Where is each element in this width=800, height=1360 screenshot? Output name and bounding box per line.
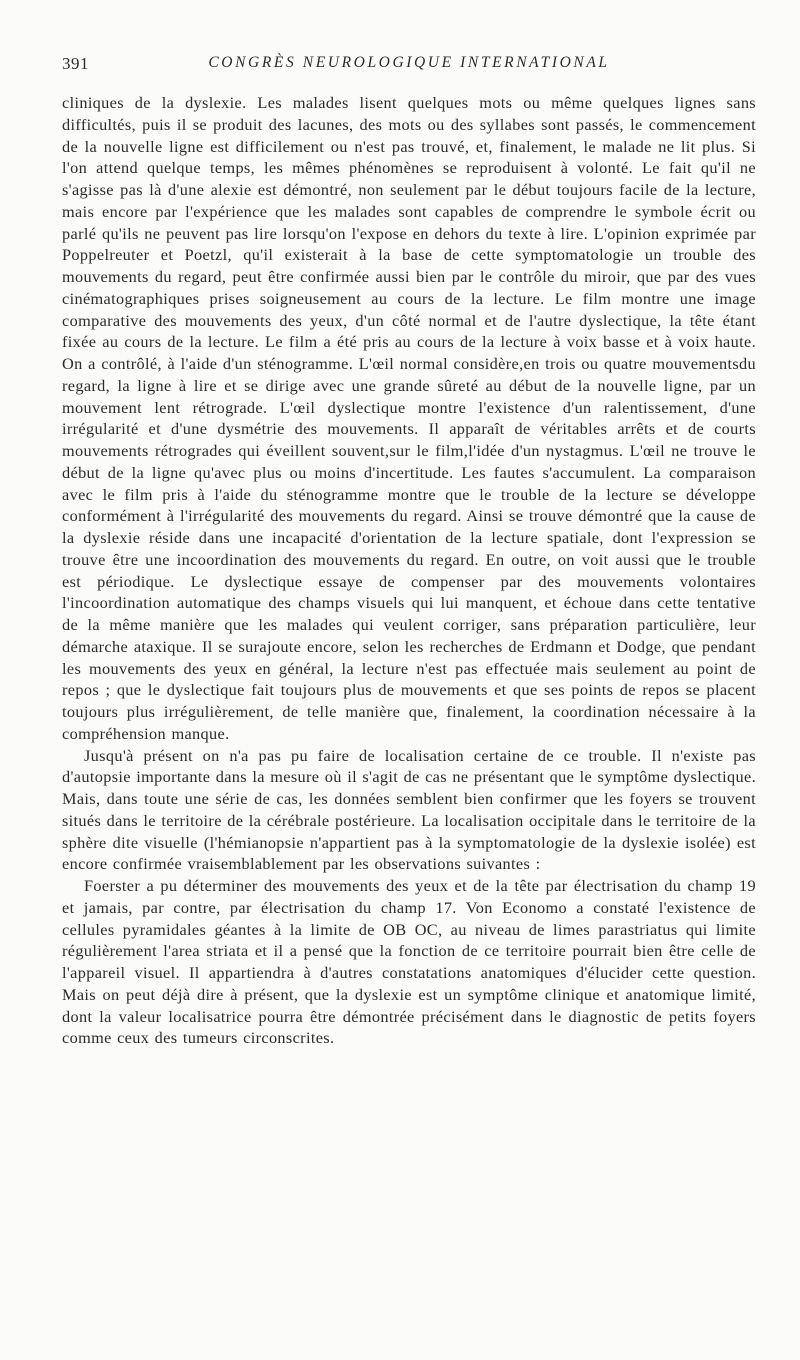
running-title: CONGRÈS NEUROLOGIQUE INTERNATIONAL [208, 54, 610, 71]
paragraph-continued: cliniques de la dyslexie. Les malades lisent quelques mots ou même quelques lignes sans difficultés, puis il se produit des lacunes, des mots ou des syllabes sont passés, le commencement de la nouvelle ligne est difficilement ou n'est pas trouvé, et, finalement, le malade ne lit plus. Si l'on attend quelque temps, les mêmes phénomènes se reproduisent à volonté. Le fait qu'il ne s'agisse pas là d'une alexie est démontré, non seulement par le début toujours facile de la lecture, mais encore par l'expérience que les malades sont capables de comprendre le symbole écrit ou parlé qu'ils ne peuvent pas lire lorsqu'on l'expose en dehors du texte à lire. L'opinion exprimée par Poppelreuter et Poetzl, qu'il existerait à la base de cette symptomatologie un trouble des mouvements du regard, peut être confirmée aussi bien par le contrôle du miroir, que par des vues cinématographiques prises soigneusement au cours de la lecture. Le film montre une image comparative des mouvements des yeux, d'un côté normal et de l'autre dyslectique, la tête étant fixée au cours de la lecture. Le film a été pris au cours de la lecture à voix basse et à voix haute. On a contrôlé, à l'aide d'un sténogramme. L'œil normal considère,en trois ou quatre mouvementsdu regard, la ligne à lire et se dirige avec une grande sûreté au début de la nouvelle ligne, par un mouvement lent rétrograde. L'œil dyslectique montre l'existence d'un ralentissement, d'une irrégularité et d'une dysmétrie des mouvements. Il apparaît de véritables arrêts et de courts mouvements rétrogrades qui éveillent souvent,sur le film,l'idée d'un nystagmus. L'œil ne trouve le début de la ligne qu'avec plus ou moins d'incertitude. Les fautes s'accumulent. La comparaison avec le film pris à l'aide du sténogramme montre que le trouble de la lecture se développe conformément à l'irrégularité des mouvements du regard. Ainsi se trouve démontré que la cause de la dyslexie réside dans une incapacité d'orientation de la lecture spatiale, dont l'expression se trouve être une incoordination des mouvements du regard. En outre, on voit aussi que le trouble est périodique. Le dyslectique essaye de compenser par des mouvements volontaires l'incoordination automatique des champs visuels qui lui manquent, et échoue dans cette tentative de la même manière que les malades qui veulent corriger, sans préparation particulière, leur démarche ataxique. Il se surajoute encore, selon les recherches de Erdmann et Dodge, que pendant les mouvements des yeux en général, la lecture n'est pas effectuée mais seulement au point de repos ; que le dyslectique fait toujours plus de mouvements et que ses points de repos se placent toujours plus irrégulièrement, de telle manière que, finalement, la coordination nécessaire à la compréhension manque. [62, 93, 756, 743]
paragraph-foerster: Foerster a pu déterminer des mouvements des yeux et de la tête par électrisation du champ 19 et jamais, par contre, par électrisation du champ 17. Von Economo a constaté l'existence de cellules pyramidales géantes à la limite de OB OC, au niveau de limes parastriatus qui limite régulièrement l'area striata et il a pensé que la fonction de ce territoire pourrait bien être celle de l'appareil visuel. Il appartiendra à d'autres constatations anatomiques d'élucider cette question. Mais on peut déjà dire à présent, que la dyslexie est un symptôme clinique et anatomique limité, dont la valeur localisatrice pourra être démontrée précisément dans le diagnostic de petits foyers comme ceux des tumeurs circonscrites. [62, 876, 756, 1048]
page-number: 391 [62, 54, 89, 73]
paragraph-localisation: Jusqu'à présent on n'a pas pu faire de localisation certaine de ce trouble. Il n'existe pas d'autopsie importante dans la mesure où il s'agit de cas ne présentant que le symptôme dyslectique. Mais, dans toute une série de cas, les données semblent bien confirmer que les foyers se trouvent situés dans le territoire de la cérébrale postérieure. La localisation occipitale dans le territoire de la sphère dite visuelle (l'hémianopsie n'appartient pas à la symptomatologie de la dyslexie isolée) est encore confirmée vraisemblablement par les observations suivantes : [62, 745, 756, 874]
page-header [62, 54, 756, 78]
article-body [62, 92, 756, 1049]
